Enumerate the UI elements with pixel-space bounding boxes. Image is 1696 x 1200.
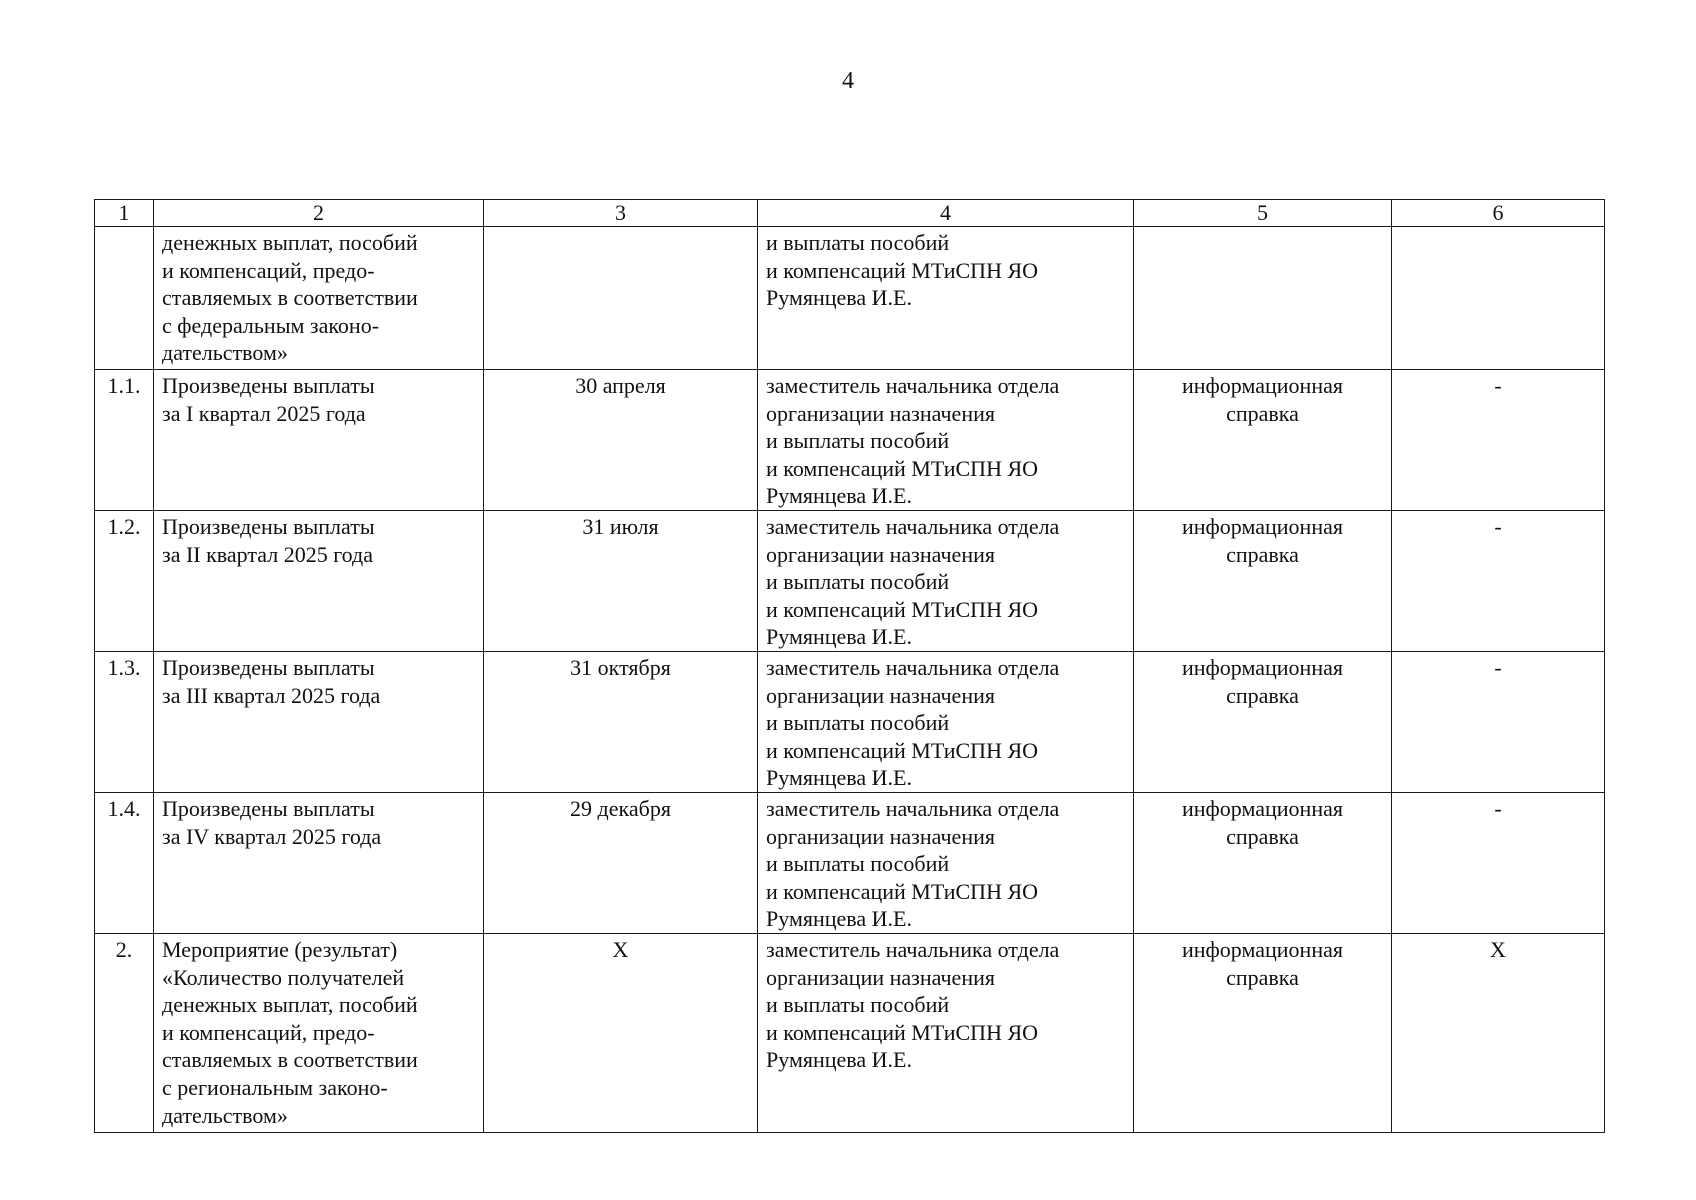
row-date: Х: [484, 934, 758, 1133]
row-date: [484, 227, 758, 370]
row-document: информационная справка: [1134, 934, 1392, 1133]
table-row: [95, 652, 1605, 793]
row-description: Произведены выплаты за I квартал 2025 года: [154, 370, 484, 511]
row-note: [1392, 227, 1605, 370]
table-row: [95, 511, 1605, 652]
row-number: [95, 227, 154, 370]
page-number: 4: [842, 68, 854, 94]
row-number: 1.4.: [95, 793, 154, 934]
row-note: -: [1392, 652, 1605, 793]
column-number-2: 2: [154, 200, 484, 227]
row-date: 31 октября: [484, 652, 758, 793]
column-number-5: 5: [1134, 200, 1392, 227]
row-document: [1134, 227, 1392, 370]
row-number: 1.3.: [95, 652, 154, 793]
row-responsible: заместитель начальника отдела организации назначения и выплаты пособий и компенсаций МТиСПН ЯО Румянцева И.Е.: [758, 370, 1134, 511]
table-row: [95, 793, 1605, 934]
row-document: информационная справка: [1134, 652, 1392, 793]
column-number-6: 6: [1392, 200, 1605, 227]
row-description: Произведены выплаты за IV квартал 2025 года: [154, 793, 484, 934]
row-description: денежных выплат, пособий и компенсаций, предо- ставляемых в соответствии с федеральным законо- дательством»: [154, 227, 484, 370]
row-number: 1.2.: [95, 511, 154, 652]
row-responsible: заместитель начальника отдела организации назначения и выплаты пособий и компенсаций МТиСПН ЯО Румянцева И.Е.: [758, 793, 1134, 934]
row-date: 29 декабря: [484, 793, 758, 934]
row-document: информационная справка: [1134, 793, 1392, 934]
table-row: [95, 370, 1605, 511]
row-description: Произведены выплаты за II квартал 2025 года: [154, 511, 484, 652]
row-note: -: [1392, 511, 1605, 652]
row-number: 1.1.: [95, 370, 154, 511]
row-document: информационная справка: [1134, 370, 1392, 511]
row-description: Произведены выплаты за III квартал 2025 года: [154, 652, 484, 793]
row-responsible: заместитель начальника отдела организации назначения и выплаты пособий и компенсаций МТиСПН ЯО Румянцева И.Е.: [758, 511, 1134, 652]
row-note: -: [1392, 370, 1605, 511]
plan-table: [94, 199, 1605, 1133]
row-document: информационная справка: [1134, 511, 1392, 652]
row-number: 2.: [95, 934, 154, 1133]
row-date: 31 июля: [484, 511, 758, 652]
row-date: 30 апреля: [484, 370, 758, 511]
table-row: [95, 934, 1605, 1133]
row-responsible: заместитель начальника отдела организации назначения и выплаты пособий и компенсаций МТиСПН ЯО Румянцева И.Е.: [758, 934, 1134, 1133]
row-description: Мероприятие (результат) «Количество получателей денежных выплат, пособий и компенсаций, предо- ставляемых в соответствии с региональным законо- дательством»: [154, 934, 484, 1133]
row-responsible: и выплаты пособий и компенсаций МТиСПН ЯО Румянцева И.Е.: [758, 227, 1134, 370]
column-number-4: 4: [758, 200, 1134, 227]
row-note: Х: [1392, 934, 1605, 1133]
row-note: -: [1392, 793, 1605, 934]
column-number-1: 1: [95, 200, 154, 227]
column-number-3: 3: [484, 200, 758, 227]
table-row-continuation: [95, 227, 1605, 370]
column-number-row: [95, 200, 1605, 227]
row-responsible: заместитель начальника отдела организации назначения и выплаты пособий и компенсаций МТиСПН ЯО Румянцева И.Е.: [758, 652, 1134, 793]
